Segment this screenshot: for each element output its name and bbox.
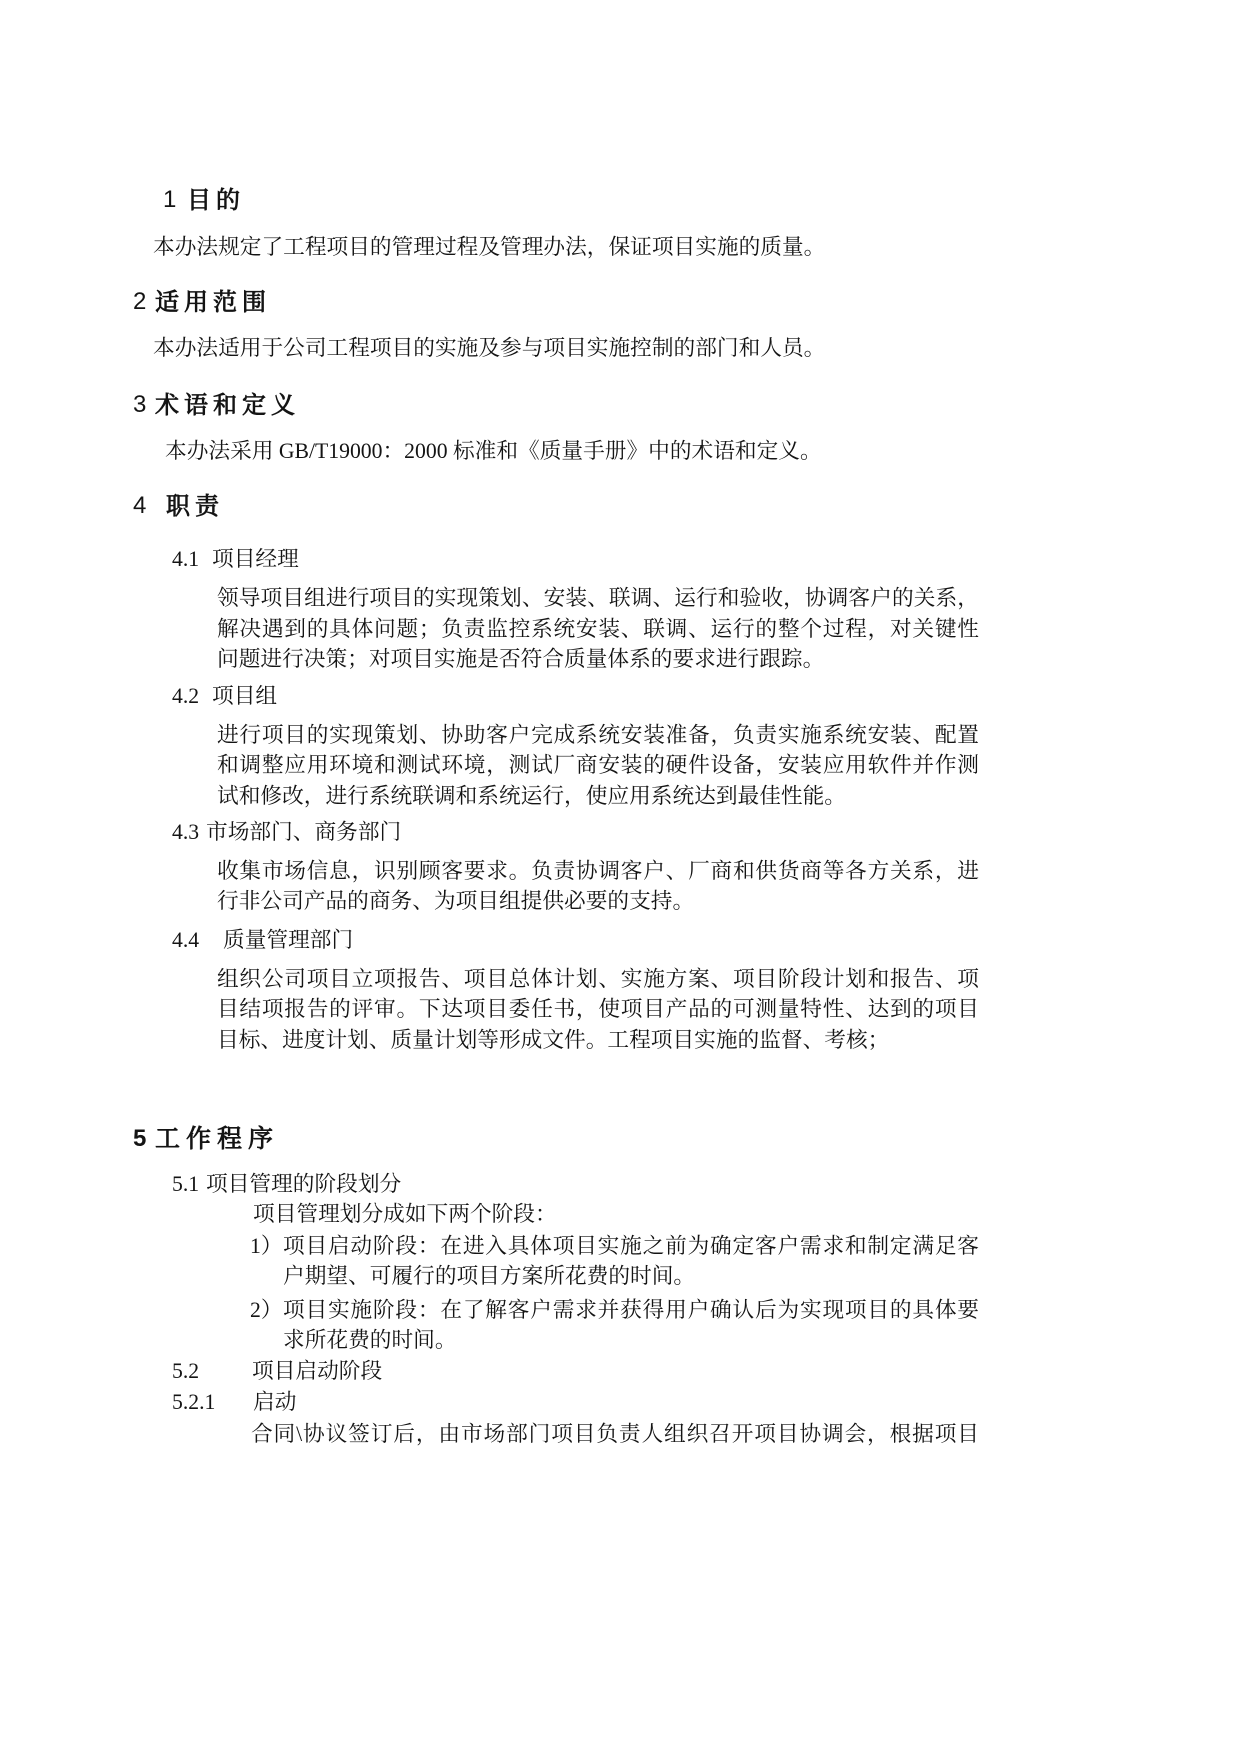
paragraph-line: 收集市场信息，识别顾客要求。负责协调客户、厂商和供货商等各方关系，进 (217, 859, 979, 883)
section-text: 本办法采用 GB/T19000：2000 标准和《质量手册》中的术语和定义。 (165, 439, 822, 463)
subsection-title: 项目管理的阶段划分 (206, 1172, 402, 1196)
paragraph-line: 合同\协议签订后，由市场部门项目负责人组织召开项目协调会，根据项目 (251, 1422, 979, 1446)
paragraph-line: 进行项目的实现策划、协助客户完成系统安装准备，负责实施系统安装、配置 (217, 723, 979, 747)
subsection-title: 项目经理 (212, 547, 299, 571)
subsection-number: 4.1 (172, 547, 200, 571)
list-marker: 1） (250, 1234, 283, 1258)
section-number: 2 (133, 288, 147, 315)
section-title: 术语和定义 (155, 391, 300, 419)
list-item-line: 项目启动阶段：在进入具体项目实施之前为确定客户需求和制定满足客 (283, 1234, 979, 1258)
subsection-title: 项目组 (212, 684, 278, 708)
subsection-title: 市场部门、商务部门 (206, 820, 402, 844)
section-number: 4 (133, 492, 147, 519)
subsection-number: 5.1 (172, 1172, 200, 1196)
section-title: 职责 (166, 492, 224, 520)
section-title: 工作程序 (155, 1124, 280, 1153)
subsection-title: 项目启动阶段 (252, 1359, 383, 1383)
section-text: 本办法规定了工程项目的管理过程及管理办法，保证项目实施的质量。 (153, 235, 826, 259)
subsection-title: 启动 (253, 1390, 297, 1414)
paragraph-line: 和调整应用环境和测试环境，测试厂商安装的硬件设备，安装应用软件并作测 (217, 753, 979, 777)
subsection-number: 5.2 (172, 1359, 200, 1383)
section-number: 3 (133, 391, 147, 418)
paragraph-line: 解决遇到的具体问题；负责监控系统安装、联调、运行的整个过程，对关键性 (217, 617, 979, 641)
paragraph-line: 问题进行决策；对项目实施是否符合质量体系的要求进行跟踪。 (217, 647, 825, 671)
subsection-number: 5.2.1 (172, 1390, 216, 1414)
paragraph-line: 领导项目组进行项目的实现策划、安装、联调、运行和验收，协调客户的关系， (217, 586, 979, 610)
paragraph-line: 行非公司产品的商务、为项目组提供必要的支持。 (217, 889, 695, 913)
subsection-title: 质量管理部门 (223, 928, 354, 952)
paragraph-line: 目标、进度计划、质量计划等形成文件。工程项目实施的监督、考核； (217, 1028, 890, 1052)
paragraph-line: 项目管理划分成如下两个阶段： (253, 1202, 557, 1226)
list-item-line: 项目实施阶段：在了解客户需求并获得用户确认后为实现项目的具体要 (283, 1298, 979, 1322)
section-text: 本办法适用于公司工程项目的实施及参与项目实施控制的部门和人员。 (153, 336, 826, 360)
list-item-line: 户期望、可履行的项目方案所花费的时间。 (283, 1264, 696, 1288)
paragraph-line: 组织公司项目立项报告、项目总体计划、实施方案、项目阶段计划和报告、项 (217, 967, 979, 991)
paragraph-line: 试和修改，进行系统联调和系统运行，使应用系统达到最佳性能。 (217, 784, 846, 808)
section-number: 1 (163, 186, 177, 213)
subsection-number: 4.3 (172, 820, 200, 844)
section-number: 5 (133, 1125, 147, 1152)
list-item-line: 求所花费的时间。 (283, 1328, 457, 1352)
list-marker: 2） (250, 1298, 283, 1322)
section-title: 适用范围 (155, 288, 271, 316)
paragraph-line: 目结项报告的评审。下达项目委任书，使项目产品的可测量特性、达到的项目 (217, 997, 979, 1021)
subsection-number: 4.4 (172, 928, 200, 952)
subsection-number: 4.2 (172, 684, 200, 708)
section-title: 目的 (187, 186, 245, 214)
